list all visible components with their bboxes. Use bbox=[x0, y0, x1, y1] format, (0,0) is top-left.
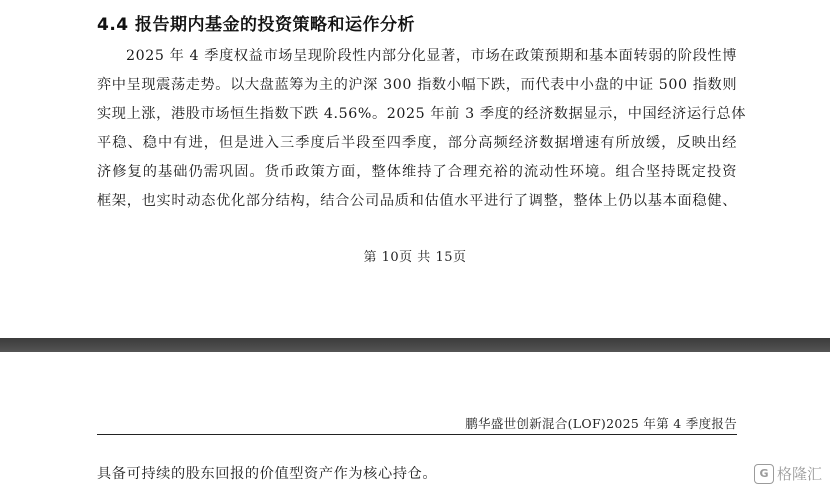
paragraph-line: 弈中呈现震荡走势。以大盘蓝筹为主的沪深 300 指数小幅下跌，而代表中小盘的中证 500 指数则 bbox=[97, 77, 738, 93]
section-heading: 4.4 报告期内基金的投资策略和运作分析 bbox=[97, 15, 416, 35]
page-number: 第 10页 共 15页 bbox=[363, 250, 467, 265]
gelonghui-logo-icon: G bbox=[754, 464, 774, 484]
body-paragraph bbox=[97, 42, 746, 216]
watermark-text: 格隆汇 bbox=[776, 465, 822, 483]
paragraph-line: 平稳、稳中有进，但是进入三季度后半段至四季度，部分高频经济数据增速有所放缓，反映出经 bbox=[97, 135, 737, 151]
header-rule bbox=[97, 434, 737, 435]
paragraph-line: 框架，也实时动态优化部分结构，结合公司品质和估值水平进行了调整，整体上仍以基本面稳健、 bbox=[97, 193, 737, 209]
paragraph-line: 实现上涨，港股市场恒生指数下跌 4.56%。2025 年前 3 季度的经济数据显示，中国经济运行总体 bbox=[97, 106, 746, 122]
page-separator bbox=[0, 338, 830, 352]
continued-paragraph: 具备可持续的股东回报的价值型资产作为核心持仓。 bbox=[97, 466, 438, 482]
running-header: 鹏华盛世创新混合(LOF)2025 年第 4 季度报告 bbox=[465, 416, 737, 431]
watermark bbox=[754, 463, 822, 484]
paragraph-line: 2025 年 4 季度权益市场呈现阶段性内部分化显著，市场在政策预期和基本面转弱的阶段性博 bbox=[126, 48, 737, 64]
paragraph-line: 济修复的基础仍需巩固。货币政策方面，整体维持了合理充裕的流动性环境。组合坚持既定投资 bbox=[97, 164, 737, 180]
